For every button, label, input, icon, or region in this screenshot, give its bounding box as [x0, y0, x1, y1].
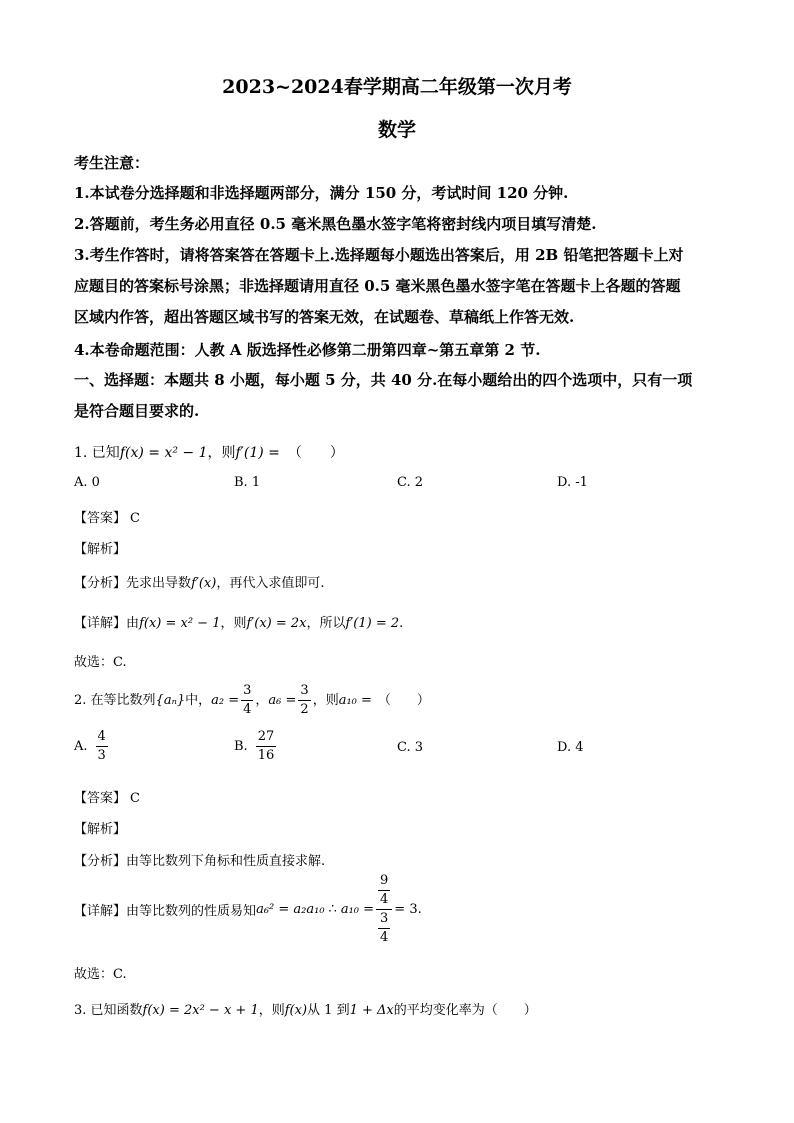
question-1-fenxi-row: 【分析】先求出导数f′(x)，再代入求值即可. [74, 576, 325, 591]
notice-item-4: 4.本卷命题范围：人教 A 版选择性必修第二册第四章~第五章第 2 节. [74, 341, 541, 359]
question-1-option-a: A. 0 [74, 475, 100, 490]
question-2-fenxi-row: 【分析】由等比数列下角标和性质直接求解. [74, 854, 326, 869]
question-2-option-c: C. 3 [397, 740, 424, 755]
question-2-outer-numerator: 3 [378, 910, 390, 929]
question-2-a6: a₆ = [268, 693, 297, 708]
question-2-complex-numerator [376, 872, 392, 910]
question-1-answer-row: 【答案】 C [74, 511, 140, 526]
question-2-option-b-numerator: 27 [256, 728, 277, 747]
question-2-option-b-fraction [256, 728, 277, 765]
question-2-inner-fraction [378, 872, 390, 909]
question-1-analysis-row: 【解析】 [74, 542, 127, 557]
question-2-complex-fraction [376, 872, 392, 947]
question-2-option-d: D. 4 [557, 740, 584, 755]
question-1-fenxi-text-1: 先求出导数 [126, 576, 192, 591]
question-2-result: = 3. [394, 902, 422, 917]
question-2-answer-value: C [130, 791, 140, 806]
question-1-option-d: D. -1 [557, 475, 588, 490]
section-1-line-2: 是符合题目要求的. [74, 402, 200, 420]
detail-label: 详解 [87, 616, 114, 631]
question-2-a6-numerator: 3 [298, 682, 310, 701]
question-2-option-b-denominator: 16 [257, 748, 275, 763]
question-1-function-expr: f(x) = x² − 1 [119, 445, 208, 461]
question-1-middle: ，则 [207, 445, 236, 461]
exam-title: 2023~2024春学期高二年级第一次月考 [222, 76, 572, 98]
question-1-detail-text-3: ，所以 [306, 616, 346, 631]
question-2-text-2: ，则 [312, 693, 339, 708]
notice-heading: 考生注意： [74, 154, 150, 172]
analysis-label: 解析 [87, 542, 114, 557]
question-2-a2-numerator: 3 [241, 682, 253, 701]
question-1-option-c: C. 2 [397, 475, 424, 490]
subject-title: 数学 [377, 119, 416, 141]
answer-label: 答案 [87, 791, 114, 806]
question-2-option-a-denominator: 3 [97, 748, 106, 763]
question-2-detail-text: 由等比数列的性质易知 [126, 904, 257, 919]
question-2-text-1: 中， [185, 693, 212, 708]
question-2-sequence: {aₙ} [155, 693, 186, 708]
notice-item-1: 1.本试卷分选择题和非选择题两部分，满分 150 分，考试时间 120 分钟. [74, 184, 569, 202]
therefore-symbol: ∴ [328, 902, 337, 917]
question-2-a6-denominator: 2 [300, 702, 309, 717]
question-1-fenxi-expr: f′(x) [191, 576, 217, 591]
question-1-detail-text-2: ，则 [220, 616, 247, 631]
question-1-answer-value: C [130, 511, 140, 526]
question-3-text-3: 的平均变化率为（ ） [393, 1003, 537, 1018]
question-2-fenxi-text: 由等比数列下角标和性质直接求解. [126, 854, 326, 869]
question-2-a2-fraction [241, 682, 253, 719]
question-3-expr-2: f(x) [284, 1003, 308, 1018]
question-2-prefix: 2. 在等比数列 [74, 693, 156, 708]
question-2-detail-expr-1: a₆² = a₂a₁₀ [256, 902, 325, 917]
analysis-label: 解析 [87, 822, 114, 837]
notice-item-2: 2.答题前，考生务必用直径 0.5 毫米黑色墨水签字笔将密封线内项目填写清楚. [74, 215, 597, 233]
question-1-detail-text-1: 由 [126, 616, 140, 631]
question-2-a2: a₂ = [211, 693, 240, 708]
question-2-inner-numerator: 9 [378, 872, 390, 891]
answer-label: 答案 [87, 511, 114, 526]
fenxi-label: 分析 [87, 576, 114, 591]
question-2-separator: ， [255, 693, 269, 708]
question-2-answer-row: 【答案】 C [74, 791, 140, 806]
question-1-detail-expr-3: f′(1) = 2 [345, 616, 400, 631]
question-1-prefix: 1. 已知 [74, 445, 120, 461]
question-1-detail-expr-2: f′(x) = 2x [246, 616, 307, 631]
question-3-expr-1: f(x) = 2x² − x + 1 [142, 1003, 259, 1018]
question-1-detail-expr-1: f(x) = x² − 1 [139, 616, 221, 631]
question-2-conclusion: 故选：C. [74, 967, 127, 982]
question-2-complex-denominator [376, 910, 392, 947]
question-2-outer-fraction [378, 910, 390, 947]
question-3-expr-3: 1 + Δx [349, 1003, 394, 1018]
question-3-stem [74, 999, 537, 1018]
question-1-detail-text-4: . [399, 616, 404, 631]
question-2-detail-expr-2: a₁₀ = [340, 902, 375, 917]
question-2-option-b-label: B. [234, 739, 248, 754]
question-2-a6-fraction [298, 682, 310, 719]
notice-item-3-line-1: 3.考生作答时，请将答案答在答题卡上.选择题每小题选出答案后，用 2B 铅笔把答题卡上对 [74, 246, 684, 264]
question-3-text-2: 从 1 到 [307, 1003, 350, 1018]
notice-item-3-line-3: 区域内作答，超出答题区域书写的答案无效，在试题卷、草稿纸上作答无效. [74, 308, 575, 326]
question-1-detail-row: 【详解】由f(x) = x² − 1，则f′(x) = 2x，所以f′(1) = 2. [74, 616, 404, 631]
question-2-option-a [74, 728, 110, 765]
section-1-line-1: 一、选择题：本题共 8 小题，每小题 5 分，共 40 分.在每小题给出的四个选项中，只有一项 [74, 371, 693, 389]
detail-label: 详解 [87, 904, 114, 919]
question-2-option-b [234, 728, 278, 765]
question-1-fenxi-text-2: ，再代入求值即可. [216, 576, 325, 591]
question-2-a2-denominator: 4 [243, 702, 252, 717]
question-2-a10: a₁₀ = [338, 693, 372, 708]
notice-item-3-line-2: 应题目的答案标号涂黑；非选择题请用直径 0.5 毫米黑色墨水签字笔在答题卡上各题的答题 [74, 277, 681, 295]
question-2-stem [74, 682, 430, 719]
question-2-detail-row: 【详解】由等比数列的性质易知a₆² = a₂a₁₀ ∴ a₁₀ = $\frac{\frac{9}{4}}{\frac{3}{4}}$ = 3. [74, 873, 422, 945]
question-1-option-b: B. 1 [234, 475, 261, 490]
question-2-outer-denominator: 4 [380, 930, 389, 945]
question-2-analysis-row: 【解析】 [74, 822, 127, 837]
question-2-option-a-numerator: 4 [96, 728, 108, 747]
question-1-stem [74, 442, 344, 462]
question-2-option-a-label: A. [74, 739, 88, 754]
question-2-blank: （ ） [377, 693, 430, 708]
fenxi-label: 分析 [87, 854, 114, 869]
question-3-text-1: ，则 [258, 1003, 285, 1018]
question-3-prefix: 3. 已知函数 [74, 1003, 143, 1018]
question-2-inner-denominator: 4 [380, 892, 389, 907]
question-1-ask-expr: f′(1) = [235, 445, 280, 461]
question-1-blank: （ ） [287, 445, 344, 461]
question-1-conclusion: 故选：C. [74, 655, 127, 670]
question-2-option-a-fraction [96, 728, 108, 765]
